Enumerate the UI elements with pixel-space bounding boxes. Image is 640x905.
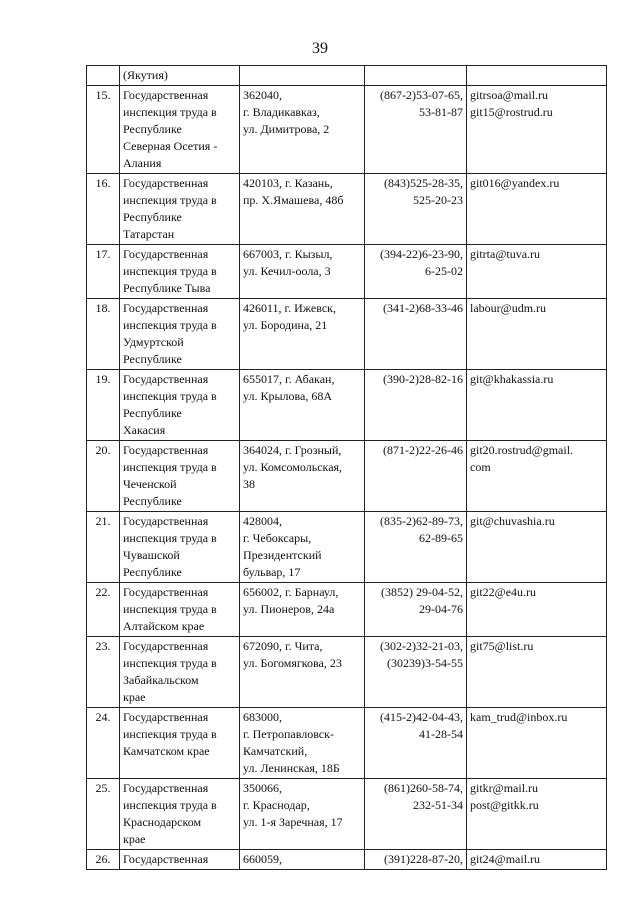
- table-cell-address: 667003, г. Кызыл, ул. Кечил-оола, 3: [240, 245, 365, 299]
- table-row: [87, 174, 607, 245]
- table-cell-phone: (302-2)32-21-03, (30239)3-54-55: [365, 637, 467, 708]
- table-cell-phone: (415-2)42-04-43, 41-28-54: [365, 708, 467, 779]
- table-cell-phone: (3852) 29-04-52, 29-04-76: [365, 583, 467, 637]
- table-row: [87, 583, 607, 637]
- table-cell-address: 420103, г. Казань, пр. Х.Ямашева, 48б: [240, 174, 365, 245]
- table-cell-name: Государственная инспекция труда в Забайкальском крае: [120, 637, 240, 708]
- table-row: [87, 299, 607, 370]
- table-cell-num: 19.: [87, 370, 120, 441]
- table-row: [87, 86, 607, 174]
- table-row: [87, 850, 607, 870]
- table-cell-phone: (861)260-58-74, 232-51-34: [365, 779, 467, 850]
- table-cell-name: Государственная инспекция труда в Краснодарском крае: [120, 779, 240, 850]
- table-cell-email[interactable]: git24@mail.ru: [467, 850, 607, 870]
- table-cell-phone: (390-2)28-82-16: [365, 370, 467, 441]
- table-row: [87, 66, 607, 86]
- table-cell-email[interactable]: gitkr@mail.ru post@gitkk.ru: [467, 779, 607, 850]
- table-cell-phone: (341-2)68-33-46: [365, 299, 467, 370]
- table-cell-email[interactable]: kam_trud@inbox.ru: [467, 708, 607, 779]
- table-cell-num: 18.: [87, 299, 120, 370]
- table-cell-name: Государственная инспекция труда в Республике Тыва: [120, 245, 240, 299]
- table-cell-name: Государственная инспекция труда в Чувашской Республике: [120, 512, 240, 583]
- table-cell-address: 660059,: [240, 850, 365, 870]
- table-cell-email[interactable]: git016@yandex.ru: [467, 174, 607, 245]
- table-cell-address: [240, 66, 365, 86]
- table-cell-address: 656002, г. Барнаул, ул. Пионеров, 24а: [240, 583, 365, 637]
- table-cell-email[interactable]: git75@list.ru: [467, 637, 607, 708]
- table-cell-email[interactable]: git@chuvashia.ru: [467, 512, 607, 583]
- table-cell-name: Государственная инспекция труда в Удмуртской Республике: [120, 299, 240, 370]
- table-cell-phone: [365, 66, 467, 86]
- table-cell-num: 16.: [87, 174, 120, 245]
- table-cell-name: Государственная инспекция труда в Алтайском крае: [120, 583, 240, 637]
- table-cell-num: 15.: [87, 86, 120, 174]
- table-row: [87, 779, 607, 850]
- table-cell-phone: (871-2)22-26-46: [365, 441, 467, 512]
- table-cell-address: 364024, г. Грозный, ул. Комсомольская, 38: [240, 441, 365, 512]
- table-cell-num: 21.: [87, 512, 120, 583]
- table-cell-address: 426011, г. Ижевск, ул. Бородина, 21: [240, 299, 365, 370]
- table-row: [87, 637, 607, 708]
- table-cell-address: 428004, г. Чебоксары, Президентский бульвар, 17: [240, 512, 365, 583]
- table-cell-num: 22.: [87, 583, 120, 637]
- table-cell-address: 672090, г. Чита, ул. Богомягкова, 23: [240, 637, 365, 708]
- page-number: 39: [312, 40, 328, 57]
- table-cell-name: Государственная: [120, 850, 240, 870]
- table-cell-name: Государственная инспекция труда в Республике Хакасия: [120, 370, 240, 441]
- table-cell-phone: (394-22)6-23-90, 6-25-02: [365, 245, 467, 299]
- table-cell-num: [87, 66, 120, 86]
- table-row: [87, 441, 607, 512]
- table-cell-email[interactable]: gitrsoa@mail.ru git15@rostrud.ru: [467, 86, 607, 174]
- table-row: [87, 245, 607, 299]
- table-cell-name: Государственная инспекция труда в Чеченской Республике: [120, 441, 240, 512]
- table-cell-name: (Якутия): [120, 66, 240, 86]
- table-cell-phone: (835-2)62-89-73, 62-89-65: [365, 512, 467, 583]
- table-row: [87, 708, 607, 779]
- table-cell-address: 683000, г. Петропавловск- Камчатский, ул. Ленинская, 18Б: [240, 708, 365, 779]
- table-cell-email[interactable]: gitrta@tuva.ru: [467, 245, 607, 299]
- table-cell-email[interactable]: git20.rostrud@gmail. com: [467, 441, 607, 512]
- table-cell-num: 20.: [87, 441, 120, 512]
- table-cell-name: Государственная инспекция труда в Республике Северная Осетия - Алания: [120, 86, 240, 174]
- table-cell-email: [467, 66, 607, 86]
- table-cell-phone: (843)525-28-35, 525-20-23: [365, 174, 467, 245]
- table-cell-num: 24.: [87, 708, 120, 779]
- table-cell-num: 26.: [87, 850, 120, 870]
- table-row: [87, 370, 607, 441]
- table-cell-phone: (867-2)53-07-65, 53-81-87: [365, 86, 467, 174]
- table-cell-email[interactable]: git@khakassia.ru: [467, 370, 607, 441]
- table-cell-name: Государственная инспекция труда в Камчатском крае: [120, 708, 240, 779]
- table-cell-num: 23.: [87, 637, 120, 708]
- table-cell-name: Государственная инспекция труда в Республике Татарстан: [120, 174, 240, 245]
- table-cell-num: 25.: [87, 779, 120, 850]
- table-cell-address: 350066, г. Краснодар, ул. 1-я Заречная, 17: [240, 779, 365, 850]
- table-cell-address: 362040, г. Владикавказ, ул. Димитрова, 2: [240, 86, 365, 174]
- table-cell-address: 655017, г. Абакан, ул. Крылова, 68А: [240, 370, 365, 441]
- inspection-table: [86, 65, 607, 870]
- table-cell-num: 17.: [87, 245, 120, 299]
- table-cell-email[interactable]: labour@udm.ru: [467, 299, 607, 370]
- table-row: [87, 512, 607, 583]
- table-cell-email[interactable]: git22@e4u.ru: [467, 583, 607, 637]
- table-cell-phone: (391)228-87-20,: [365, 850, 467, 870]
